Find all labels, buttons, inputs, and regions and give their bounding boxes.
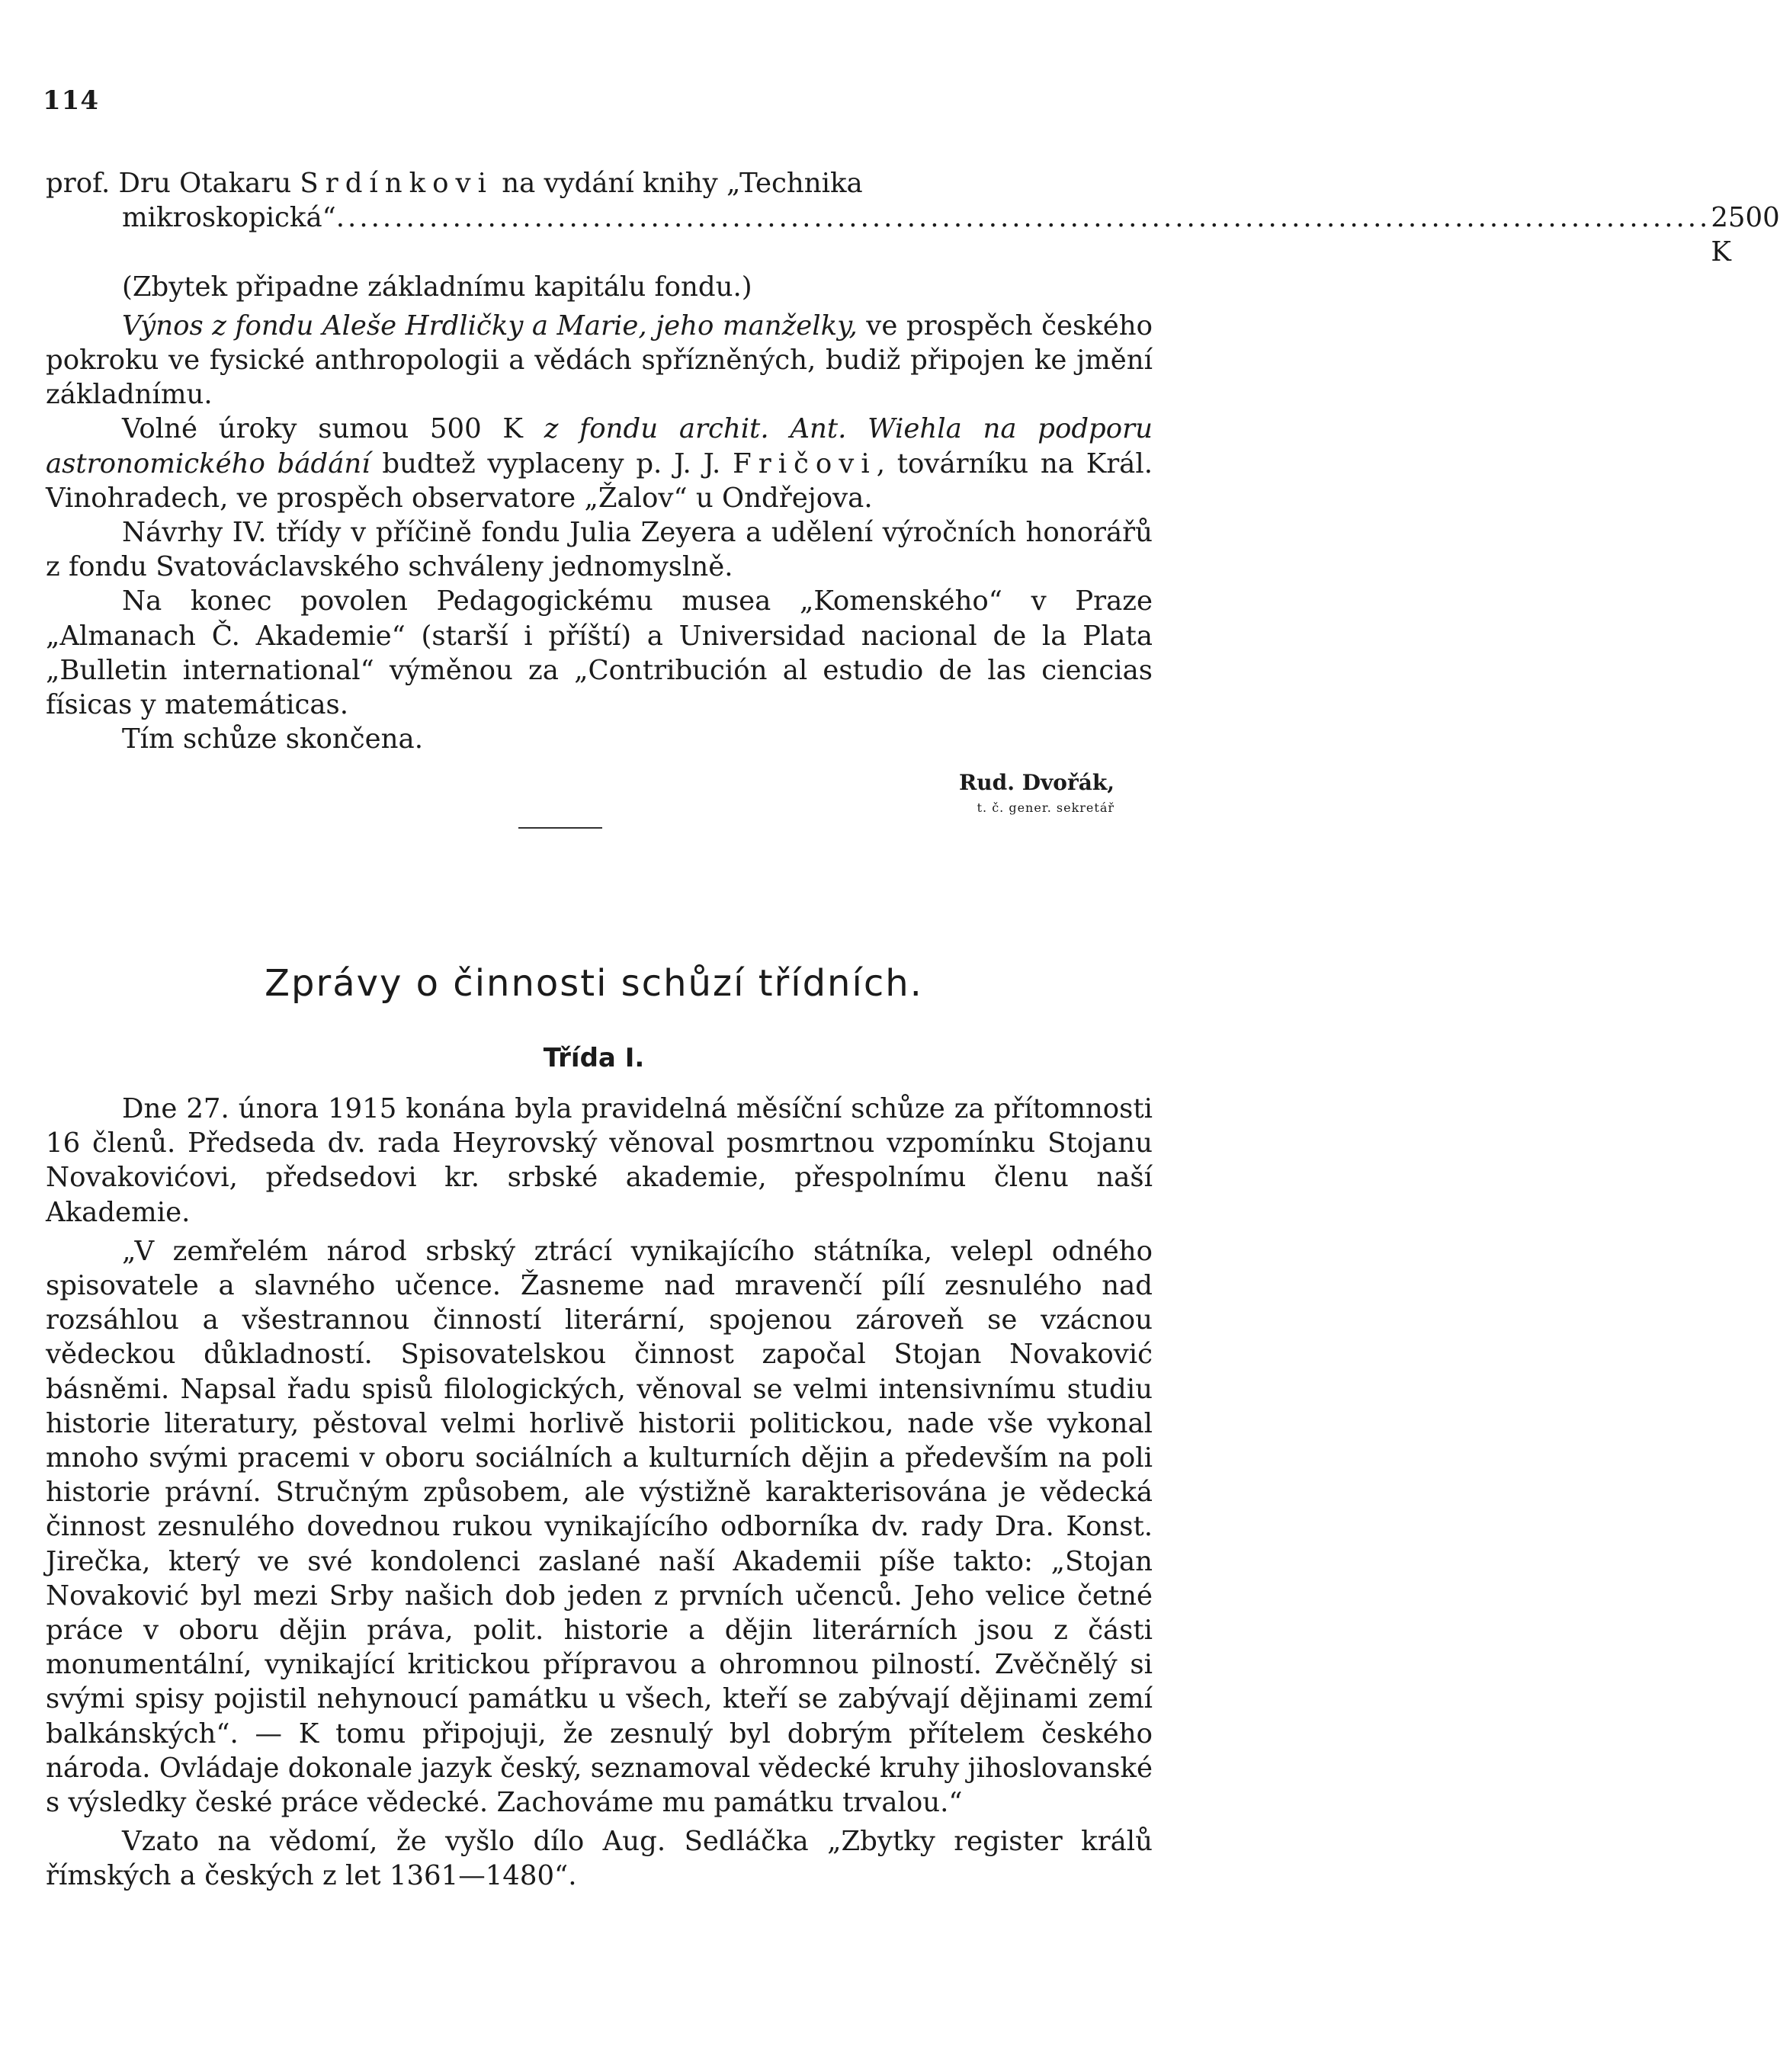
exchange-paragraph: Na konec povolen Pedagogickému musea „Komenského“ v Praze „Almanach Č. Akademie“ (starší i příští) a Universidad nacional de la Plata „Bulletin international“ výměnou za „Contribución al estudio de las ciencias físicas y matemáticas. — [46, 585, 1153, 721]
closing-line: Tím schůze skončena. — [122, 723, 423, 755]
fund-resolution-paragraph: Výnos z fondu Aleše Hrdličky a Marie, jeho manželky, ve prospěch českého pokroku ve fysické anthropologii a vědách spřízněných, budiž připojen ke jmění základnímu. — [46, 310, 1153, 411]
grant-recipient-name: Srdínkovi — [300, 168, 493, 199]
grant-entry-line2 — [46, 200, 1780, 269]
class-subheading: Třída I. — [543, 1043, 645, 1073]
grant-amount: 2500 K — [1711, 202, 1780, 268]
remainder-note: (Zbytek připadne základnímu kapitálu fondu.) — [122, 271, 752, 303]
signature-title: t. č. gener. sekretář — [977, 800, 1115, 815]
page-number: 114 — [43, 85, 99, 116]
class-report — [46, 1092, 1153, 1894]
dot-leader: ...................................................................................................................... — [335, 202, 1711, 234]
signature-name: Rud. Dvořák, — [959, 770, 1115, 795]
minutes-section — [46, 166, 1780, 756]
meeting-paragraph: Dne 27. února 1915 konána byla pravidelná měsíční schůze za přítomnosti 16 členů. Předseda dv. rada Heyrovský věnoval posmrtnou vzpomínku Stojanu Novakovićovi, předsedovi kr. srbské akademie, přespolnímu členu naší Akademie. — [46, 1093, 1153, 1228]
book-title-end: mikroskopická“ — [122, 202, 336, 234]
section-heading: Zprávy o činnosti schůzí třídních. — [265, 962, 923, 1005]
grant-entry-line1: prof. Dru Otakaru Srdínkovi na vydání knihy „Technika — [46, 168, 863, 199]
section-divider — [518, 827, 602, 829]
obituary-paragraph: „V zemřelém národ srbský ztrácí vynikajícího státníka, velepl odného spisovatele a slavného učence. Žasneme nad mravenčí pílí zesnulého nad rozsáhlou a všestrannou činností literární, spojenou zároveň se vzácnou vědeckou důkladností. Spisovatelskou činnost započal Stojan Novaković básněmi. Napsal řadu spisů filologických, věnoval se velmi intensivnímu studiu historie literatury, pěstoval velmi horlivě historii politickou, nade vše vykonal mnoho svými pracemi v oboru sociálních a kulturních dějin a především na poli historie právní. Stručným způsobem, ale výstižně karakterisována je vědecká činnost zesnulého dovednou rukou vynikajícího odborníka dv. rady Dra. Konst. Jirečka, který ve své kondolenci zaslané naší Akademii píše takto: „Stojan Novaković byl mezi Srby našich dob jeden z prvních učenců. Jeho velice četné práce v oboru dějin práva, polit. historie a dějin literárních jsou z části monumentální, vynikající kritickou přípravou a ohromnou pilností. Zvěčnělý si svými spisy pojistil nehynoucí památku u všech, kteří se zabývají dějinami zemí balkánských“. — K tomu připojuji, že zesnulý byl dobrým přítelem českého národa. Ovládaje dokonale jazyk český, seznamoval vědecké kruhy jihoslovanské s výsledky české práce vědecké. Zachováme mu památku trvalou.“ — [46, 1235, 1153, 1819]
interest-paragraph: Volné úroky sumou 500 K z fondu archit. Ant. Wiehla na podporu astronomického bádání budtež vyplaceny p. J. J. Fričovi, továrníku na Král. Vinohradech, ve prospěch observatore „Žalov“ u Ondřejova. — [46, 413, 1153, 514]
proposals-paragraph: Návrhy IV. třídy v příčině fondu Julia Zeyera a udělení výročních honorářů z fondu Svatováclavského schváleny jednomyslně. — [46, 517, 1153, 583]
publication-paragraph: Vzato na vědomí, že vyšlo dílo Aug. Sedláčka „Zbytky register králů římských a českých z let 1361—1480“. — [46, 1826, 1153, 1892]
